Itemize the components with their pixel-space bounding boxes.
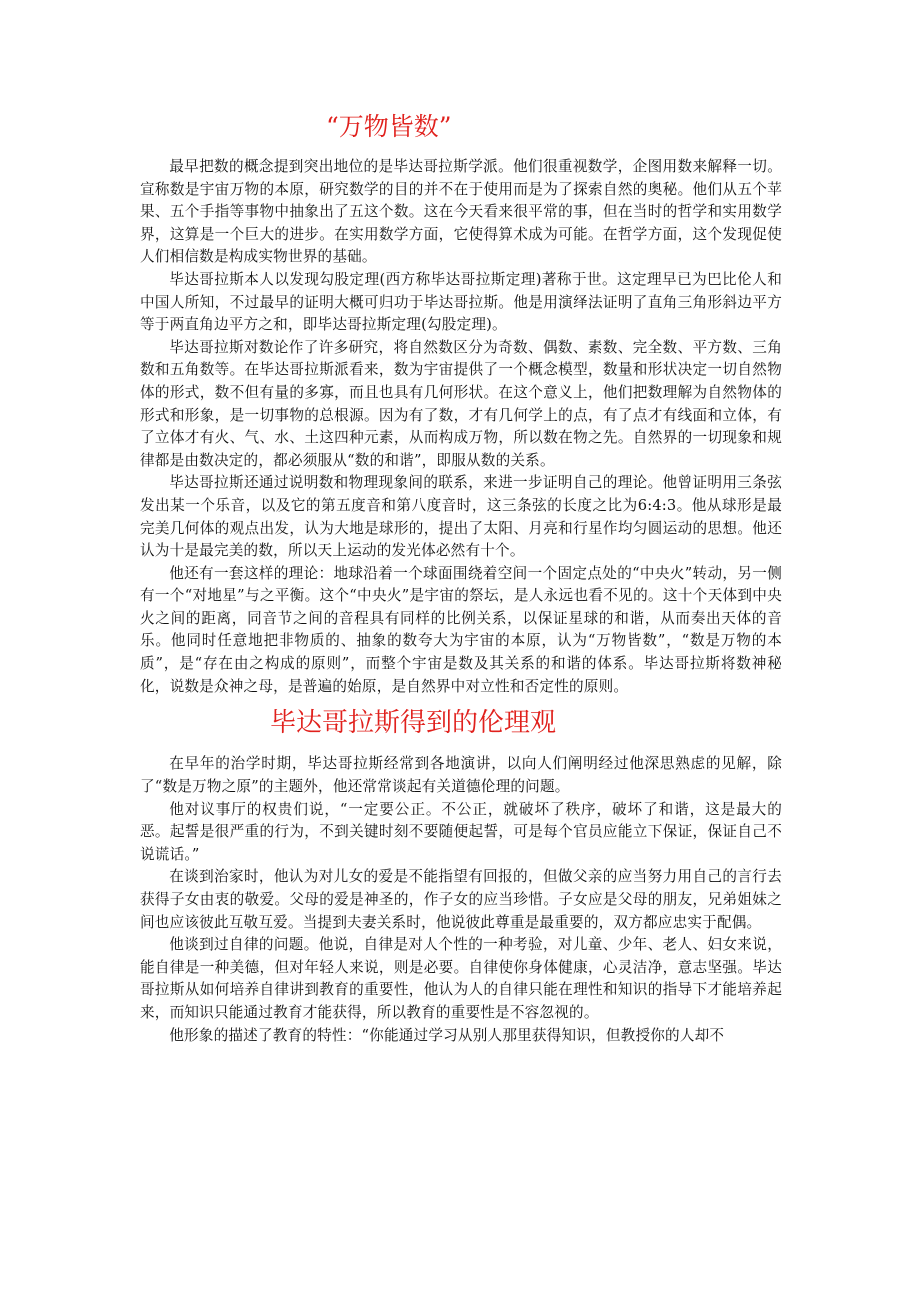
paragraph: 他对议事厅的权贵们说，“一定要公正。不公正，就破坏了秩序，破坏了和谐，这是最大的恶。起誓是很严重的行为，不到关键时刻不要随便起誓，可是每个官员应能立下保证，保证自己不说谎话。” [140, 800, 782, 863]
paragraph: 在早年的治学时期，毕达哥拉斯经常到各地演讲，以向人们阐明经过他深思熟虑的见解，除了“数是万物之原”的主题外，他还常常谈起有关道德伦理的问题。 [140, 755, 782, 796]
paragraph: 毕达哥拉斯本人以发现勾股定理(西方称毕达哥拉斯定理)著称于世。这定理早已为巴比伦人和中国人所知，不过最早的证明大概可归功于毕达哥拉斯。他是用演绎法证明了直角三角形斜边平方等于两直角边平方之和，即毕达哥拉斯定理(勾股定理)。 [140, 270, 782, 334]
paragraph: 他形象的描述了教育的特性：“你能通过学习从别人那里获得知识，但教授你的人却不 [169, 1026, 725, 1044]
paragraph: 毕达哥拉斯还通过说明数和物理现象间的联系，来进一步证明自己的理论。他曾证明用三条弦发出某一个乐音，以及它的第五度音和第八度音时，这三条弦的长度之比为6:4:3。他从球形是最完美几何体的观点出发，认为大地是球形的，提出了太阳、月亮和行星作均匀圆运动的思想。他还认为十是最完美的数，所以天上运动的发光体必然有十个。 [140, 474, 782, 560]
paragraph: 他还有一套这样的理论：地球沿着一个球面围绕着空间一个固定点处的“中央火”转动，另一侧有一个“对地星”与之平衡。这个“中央火”是宇宙的祭坛，是人永远也看不见的。这十个天体到中央火之间的距离，同音节之间的音程具有同样的比例关系，以保证星球的和谐，从而奏出天体的音乐。他同时任意地把非物质的、抽象的数夸大为宇宙的本原，认为“万物皆数”，“数是万物的本质”，是“存在由之构成的原则”，而整个宇宙是数及其关系的和谐的体系。毕达哥拉斯将数神秘化，说数是众神之母，是普遍的始原，是自然界中对立性和否定性的原则。 [140, 564, 782, 695]
paragraph: 在谈到治家时，他认为对儿女的爱是不能指望有回报的，但做父亲的应当努力用自己的言行去获得子女由衷的敬爱。父母的爱是神圣的，作子女的应当珍惜。子女应是父母的朋友，兄弟姐妹之间也应该彼此互敬互爱。当提到夫妻关系时，他说彼此尊重是最重要的，双方都应忠实于配偶。 [140, 868, 782, 931]
paragraph: 他谈到过自律的问题。他说，自律是对人个性的一种考验，对儿童、少年、老人、妇女来说，能自律是一种美德，但对年轻人来说，则是必要。自律使你身体健康，心灵洁净，意志坚强。毕达哥拉斯从如何培养自律讲到教育的重要性，他认为人的自律只能在理性和知识的指导下才能培养起来，而知识只能通过教育才能获得，所以教育的重要性是不容忽视的。 [140, 936, 782, 1021]
section-body [140, 753, 782, 1047]
paragraph: 最早把数的概念提到突出地位的是毕达哥拉斯学派。他们很重视数学，企图用数来解释一切。宣称数是宇宙万物的本原，研究数学的目的并不在于使用而是为了探索自然的奥秘。他们从五个苹果、五个手指等事物中抽象出了五这个数。这在今天看来很平常的事，但在当时的哲学和实用数学界，这算是一个巨大的进步。在实用数学方面，它使得算术成为可能。在哲学方面，这个发现促使人们相信数是构成实物世界的基础。 [140, 158, 782, 266]
document-page [140, 112, 782, 1047]
section-title: 毕达哥拉斯得到的伦理观 [270, 708, 557, 739]
section-title: “万物皆数” [326, 112, 452, 141]
paragraph: 毕达哥拉斯对数论作了许多研究，将自然数区分为奇数、偶数、素数、完全数、平方数、三角数和五角数等。在毕达哥拉斯派看来，数为宇宙提供了一个概念模型，数量和形状决定一切自然物体的形式，数不但有量的多寡，而且也具有几何形状。在这个意义上，他们把数理解为自然物体的形式和形象，是一切事物的总根源。因为有了数，才有几何学上的点，有了点才有线面和立体，有了立体才有火、气、水、土这四种元素，从而构成万物，所以数在物之先。自然界的一切现象和规律都是由数决定的，都必须服从“数的和谐”，即服从数的关系。 [140, 338, 782, 469]
section-body [140, 156, 782, 698]
